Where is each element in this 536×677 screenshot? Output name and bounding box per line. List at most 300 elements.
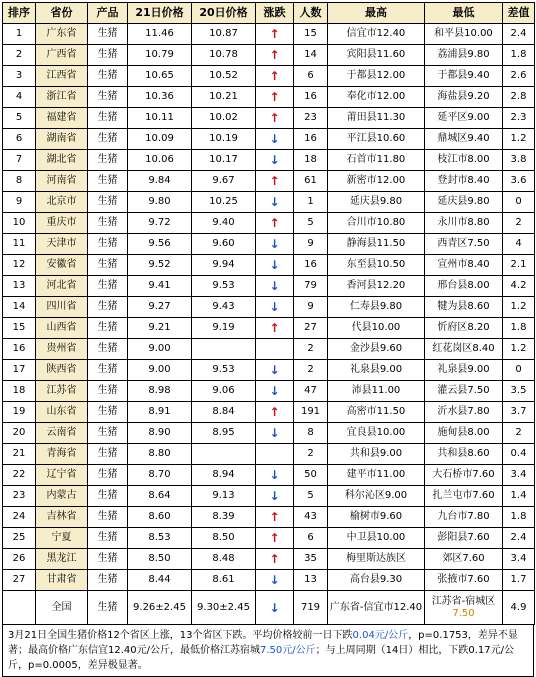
cell-highest: 沛县11.00 [328, 381, 425, 402]
header-product: 产品 [88, 3, 128, 24]
cell-change-arrow: ↓ [256, 276, 294, 297]
cell-price-21: 9.00 [128, 360, 192, 381]
cell-change-arrow: ↑ [256, 549, 294, 570]
cell-price-20: 9.43 [192, 297, 256, 318]
table-row [3, 465, 535, 486]
cell-lowest: 西青区7.50 [425, 234, 503, 255]
cell-rank: 7 [3, 150, 36, 171]
cell-highest: 建平市11.00 [328, 465, 425, 486]
cell-change-arrow: ↓ [256, 486, 294, 507]
cell-province: 湖南省 [36, 129, 88, 150]
cell-price-21: 10.06 [128, 150, 192, 171]
cell-count: 2 [294, 339, 328, 360]
cell-price-21: 9.56 [128, 234, 192, 255]
cell-count: 6 [294, 528, 328, 549]
cell-highest: 仁寿县9.80 [328, 297, 425, 318]
cell-price-20: 9.53 [192, 276, 256, 297]
cell-rank: 27 [3, 570, 36, 591]
cell-province: 陕西省 [36, 360, 88, 381]
cell-price-20: 9.13 [192, 486, 256, 507]
cell-rank: 13 [3, 276, 36, 297]
cell-lowest: 邢台县8.00 [425, 276, 503, 297]
cell-price-20: 9.06 [192, 381, 256, 402]
cell-diff: 1.8 [503, 45, 535, 66]
cell-diff: 1.8 [503, 318, 535, 339]
cell-province: 甘肃省 [36, 570, 88, 591]
cell-price-21: 10.11 [128, 108, 192, 129]
total-rank [3, 591, 36, 625]
cell-highest: 梅里斯达族区 [328, 549, 425, 570]
cell-rank: 3 [3, 66, 36, 87]
total-change-arrow: ↓ [256, 591, 294, 625]
cell-price-20: 10.25 [192, 192, 256, 213]
table-row [3, 318, 535, 339]
cell-lowest: 永川市8.80 [425, 213, 503, 234]
cell-count: 35 [294, 549, 328, 570]
cell-highest: 中卫县10.00 [328, 528, 425, 549]
cell-rank: 19 [3, 402, 36, 423]
cell-change-arrow: ↓ [256, 192, 294, 213]
cell-change-arrow: ↓ [256, 234, 294, 255]
header-price-21: 21日价格 [128, 3, 192, 24]
cell-price-20: 9.40 [192, 213, 256, 234]
cell-count: 9 [294, 297, 328, 318]
table-row [3, 486, 535, 507]
cell-product: 生猪 [88, 87, 128, 108]
table-row [3, 45, 535, 66]
cell-product: 生猪 [88, 465, 128, 486]
cell-price-20: 9.53 [192, 360, 256, 381]
cell-count: 16 [294, 255, 328, 276]
cell-price-20: 8.95 [192, 423, 256, 444]
cell-count: 61 [294, 171, 328, 192]
table-row [3, 360, 535, 381]
cell-count: 23 [294, 108, 328, 129]
cell-change-arrow: ↓ [256, 465, 294, 486]
table-row [3, 423, 535, 444]
cell-highest: 金沙县9.60 [328, 339, 425, 360]
table-row [3, 528, 535, 549]
cell-lowest: 荔浦县9.80 [425, 45, 503, 66]
cell-highest: 平江县10.60 [328, 129, 425, 150]
cell-diff: 2.8 [503, 87, 535, 108]
cell-province: 青海省 [36, 444, 88, 465]
cell-product: 生猪 [88, 255, 128, 276]
table-row [3, 570, 535, 591]
cell-highest: 共和县9.00 [328, 444, 425, 465]
cell-price-21: 8.70 [128, 465, 192, 486]
cell-diff: 2 [503, 213, 535, 234]
cell-price-21: 9.41 [128, 276, 192, 297]
table-row [3, 444, 535, 465]
cell-product: 生猪 [88, 24, 128, 45]
cell-product: 生猪 [88, 549, 128, 570]
cell-price-21: 8.98 [128, 381, 192, 402]
cell-diff: 3.8 [503, 150, 535, 171]
header-count: 人数 [294, 3, 328, 24]
cell-diff: 2.4 [503, 24, 535, 45]
cell-product: 生猪 [88, 297, 128, 318]
cell-diff: 4 [503, 234, 535, 255]
table-row [3, 549, 535, 570]
cell-price-20: 10.19 [192, 129, 256, 150]
total-lowest [425, 591, 503, 625]
cell-lowest: 礼泉县9.00 [425, 360, 503, 381]
cell-change-arrow [256, 444, 294, 465]
cell-rank: 26 [3, 549, 36, 570]
cell-diff: 3.6 [503, 171, 535, 192]
cell-diff: 1.2 [503, 339, 535, 360]
header-province: 省份 [36, 3, 88, 24]
total-province: 全国 [36, 591, 88, 625]
table-row [3, 171, 535, 192]
cell-province: 河北省 [36, 276, 88, 297]
cell-lowest: 沂水县7.80 [425, 402, 503, 423]
table-row [3, 276, 535, 297]
cell-lowest: 共和县8.60 [425, 444, 503, 465]
cell-highest: 静海县11.50 [328, 234, 425, 255]
cell-lowest: 扎兰屯市7.60 [425, 486, 503, 507]
table-row [3, 255, 535, 276]
cell-price-21: 8.53 [128, 528, 192, 549]
cell-rank: 18 [3, 381, 36, 402]
price-table [2, 2, 535, 625]
cell-rank: 10 [3, 213, 36, 234]
table-row [3, 297, 535, 318]
cell-rank: 6 [3, 129, 36, 150]
cell-change-arrow: ↑ [256, 507, 294, 528]
cell-rank: 9 [3, 192, 36, 213]
cell-province: 宁夏 [36, 528, 88, 549]
table-row [3, 381, 535, 402]
cell-price-21: 9.21 [128, 318, 192, 339]
cell-price-21: 9.72 [128, 213, 192, 234]
cell-highest: 代县10.00 [328, 318, 425, 339]
cell-lowest: 延庆县9.80 [425, 192, 503, 213]
cell-highest: 延庆县9.80 [328, 192, 425, 213]
cell-lowest: 于都县9.40 [425, 66, 503, 87]
header-highest: 最高 [328, 3, 425, 24]
cell-price-21: 8.64 [128, 486, 192, 507]
cell-price-20: 8.48 [192, 549, 256, 570]
cell-rank: 17 [3, 360, 36, 381]
cell-price-20: 8.61 [192, 570, 256, 591]
cell-lowest: 延平区9.00 [425, 108, 503, 129]
cell-count: 79 [294, 276, 328, 297]
cell-price-20: 10.87 [192, 24, 256, 45]
cell-highest: 宾阳县11.60 [328, 45, 425, 66]
cell-product: 生猪 [88, 234, 128, 255]
cell-province: 广东省 [36, 24, 88, 45]
cell-change-arrow: ↑ [256, 45, 294, 66]
cell-price-21: 8.91 [128, 402, 192, 423]
cell-diff: 1.2 [503, 297, 535, 318]
cell-change-arrow: ↑ [256, 318, 294, 339]
cell-highest: 科尔沁区9.00 [328, 486, 425, 507]
cell-price-20: 10.21 [192, 87, 256, 108]
summary-note [2, 625, 534, 677]
cell-rank: 12 [3, 255, 36, 276]
cell-count: 1 [294, 192, 328, 213]
total-count: 719 [294, 591, 328, 625]
cell-highest: 莆田县11.30 [328, 108, 425, 129]
cell-product: 生猪 [88, 66, 128, 87]
cell-price-21: 9.27 [128, 297, 192, 318]
note-text-1: 3月21日全国生猪价格12个省区上涨，13个省区下跌。平均价格较前一日下跌 [8, 630, 353, 641]
cell-lowest: 张掖市7.60 [425, 570, 503, 591]
cell-count: 18 [294, 150, 328, 171]
cell-highest: 新密市12.00 [328, 171, 425, 192]
cell-count: 5 [294, 486, 328, 507]
cell-change-arrow: ↑ [256, 24, 294, 45]
cell-product: 生猪 [88, 276, 128, 297]
cell-highest: 奉化市12.00 [328, 87, 425, 108]
cell-highest: 高台县9.30 [328, 570, 425, 591]
cell-province: 云南省 [36, 423, 88, 444]
cell-price-21: 8.90 [128, 423, 192, 444]
cell-count: 43 [294, 507, 328, 528]
cell-diff: 2.4 [503, 528, 535, 549]
header-row [3, 3, 535, 24]
cell-highest: 东至县10.50 [328, 255, 425, 276]
cell-count: 16 [294, 87, 328, 108]
total-diff: 4.9 [503, 591, 535, 625]
cell-lowest: 枝江市8.00 [425, 150, 503, 171]
cell-lowest: 鼎城区9.40 [425, 129, 503, 150]
cell-highest: 高密市11.50 [328, 402, 425, 423]
cell-count: 8 [294, 423, 328, 444]
cell-province: 辽宁省 [36, 465, 88, 486]
cell-change-arrow: ↓ [256, 297, 294, 318]
cell-price-20: 10.17 [192, 150, 256, 171]
cell-province: 山东省 [36, 402, 88, 423]
cell-change-arrow: ↓ [256, 129, 294, 150]
cell-province: 安徽省 [36, 255, 88, 276]
cell-rank: 16 [3, 339, 36, 360]
table-row [3, 87, 535, 108]
cell-product: 生猪 [88, 213, 128, 234]
cell-province: 湖北省 [36, 150, 88, 171]
cell-product: 生猪 [88, 381, 128, 402]
table-row [3, 129, 535, 150]
cell-change-arrow: ↓ [256, 150, 294, 171]
cell-count: 2 [294, 360, 328, 381]
cell-count: 5 [294, 213, 328, 234]
cell-price-20: 9.67 [192, 171, 256, 192]
cell-product: 生猪 [88, 108, 128, 129]
national-total-row [3, 591, 535, 625]
table-row [3, 402, 535, 423]
note-text-3: ；与上周同期（14日）相比，下跌0.17元/公斤，p=0.0005，差异极显著。 [8, 645, 514, 671]
cell-diff: 3.5 [503, 381, 535, 402]
cell-count: 14 [294, 45, 328, 66]
cell-province: 重庆市 [36, 213, 88, 234]
cell-price-20: 9.94 [192, 255, 256, 276]
cell-diff: 1.8 [503, 507, 535, 528]
cell-highest: 合川市10.80 [328, 213, 425, 234]
table-body [3, 24, 535, 591]
cell-price-21: 9.84 [128, 171, 192, 192]
cell-price-21: 10.36 [128, 87, 192, 108]
cell-rank: 20 [3, 423, 36, 444]
cell-product: 生猪 [88, 402, 128, 423]
cell-price-21: 9.80 [128, 192, 192, 213]
cell-count: 13 [294, 570, 328, 591]
cell-price-20: 8.94 [192, 465, 256, 486]
cell-change-arrow: ↓ [256, 570, 294, 591]
cell-change-arrow: ↑ [256, 528, 294, 549]
cell-province: 江西省 [36, 66, 88, 87]
cell-lowest: 海盐县9.20 [425, 87, 503, 108]
cell-lowest: 犍为县8.60 [425, 297, 503, 318]
cell-count: 9 [294, 234, 328, 255]
cell-province: 河南省 [36, 171, 88, 192]
cell-province: 北京市 [36, 192, 88, 213]
cell-price-20: 8.84 [192, 402, 256, 423]
cell-diff: 4.2 [503, 276, 535, 297]
cell-diff: 0 [503, 360, 535, 381]
cell-change-arrow: ↓ [256, 255, 294, 276]
cell-highest: 信宜市12.40 [328, 24, 425, 45]
cell-lowest: 和平县10.00 [425, 24, 503, 45]
cell-lowest: 宣州市8.40 [425, 255, 503, 276]
cell-count: 50 [294, 465, 328, 486]
cell-change-arrow: ↑ [256, 66, 294, 87]
cell-price-21: 8.80 [128, 444, 192, 465]
header-lowest: 最低 [425, 3, 503, 24]
cell-province: 四川省 [36, 297, 88, 318]
cell-highest: 榆树市9.60 [328, 507, 425, 528]
cell-province: 山西省 [36, 318, 88, 339]
cell-price-21: 11.46 [128, 24, 192, 45]
cell-diff: 3.4 [503, 465, 535, 486]
cell-province: 浙江省 [36, 87, 88, 108]
header-rank: 排序 [3, 3, 36, 24]
cell-price-21: 9.00 [128, 339, 192, 360]
cell-count: 15 [294, 24, 328, 45]
cell-price-20: 8.39 [192, 507, 256, 528]
cell-change-arrow: ↑ [256, 402, 294, 423]
cell-price-21: 10.79 [128, 45, 192, 66]
cell-change-arrow [256, 339, 294, 360]
cell-count: 6 [294, 66, 328, 87]
cell-lowest: 登封市8.40 [425, 171, 503, 192]
cell-diff: 3.7 [503, 402, 535, 423]
cell-province: 贵州省 [36, 339, 88, 360]
cell-change-arrow: ↓ [256, 423, 294, 444]
cell-change-arrow: ↑ [256, 87, 294, 108]
table-row [3, 234, 535, 255]
cell-price-21: 10.09 [128, 129, 192, 150]
total-lowest-price: 7.50 [452, 607, 475, 619]
cell-lowest: 忻府区8.20 [425, 318, 503, 339]
cell-product: 生猪 [88, 444, 128, 465]
cell-price-21: 8.44 [128, 570, 192, 591]
cell-lowest: 大石桥市7.60 [425, 465, 503, 486]
cell-rank: 1 [3, 24, 36, 45]
cell-price-21: 8.60 [128, 507, 192, 528]
cell-change-arrow: ↑ [256, 171, 294, 192]
cell-province: 吉林省 [36, 507, 88, 528]
total-price-20: 9.30±2.45 [192, 591, 256, 625]
price-report [2, 2, 534, 677]
header-diff: 差值 [503, 3, 535, 24]
cell-province: 内蒙古 [36, 486, 88, 507]
cell-product: 生猪 [88, 192, 128, 213]
table-row [3, 108, 535, 129]
header-change: 涨跌 [256, 3, 294, 24]
note-value-2: 7.50元/公斤 [260, 645, 316, 656]
cell-product: 生猪 [88, 507, 128, 528]
cell-diff: 2.6 [503, 66, 535, 87]
cell-rank: 25 [3, 528, 36, 549]
cell-product: 生猪 [88, 171, 128, 192]
cell-change-arrow: ↑ [256, 213, 294, 234]
cell-product: 生猪 [88, 360, 128, 381]
cell-province: 黑龙江 [36, 549, 88, 570]
cell-product: 生猪 [88, 318, 128, 339]
cell-highest: 香河县12.20 [328, 276, 425, 297]
cell-diff: 1.2 [503, 129, 535, 150]
total-lowest-place: 江苏省-宿城区 [431, 595, 496, 607]
cell-count: 16 [294, 129, 328, 150]
cell-price-20: 8.50 [192, 528, 256, 549]
cell-count: 191 [294, 402, 328, 423]
cell-rank: 24 [3, 507, 36, 528]
cell-change-arrow: ↑ [256, 108, 294, 129]
table-row [3, 192, 535, 213]
cell-rank: 8 [3, 171, 36, 192]
cell-province: 天津市 [36, 234, 88, 255]
cell-diff: 1.7 [503, 570, 535, 591]
table-row [3, 24, 535, 45]
cell-product: 生猪 [88, 570, 128, 591]
total-product: 生猪 [88, 591, 128, 625]
cell-province: 江苏省 [36, 381, 88, 402]
note-text-2: ，p=0.1753，差异不显著；最高价格广东信宜12.40元/公斤，最低价格江苏宿城 [8, 630, 518, 656]
cell-product: 生猪 [88, 45, 128, 66]
cell-product: 生猪 [88, 528, 128, 549]
cell-product: 生猪 [88, 129, 128, 150]
cell-highest: 礼泉县9.00 [328, 360, 425, 381]
cell-highest: 宜良县10.00 [328, 423, 425, 444]
cell-diff: 2.1 [503, 255, 535, 276]
cell-diff: 0.4 [503, 444, 535, 465]
cell-product: 生猪 [88, 423, 128, 444]
cell-highest: 石首市11.80 [328, 150, 425, 171]
cell-rank: 21 [3, 444, 36, 465]
cell-price-21: 10.65 [128, 66, 192, 87]
cell-count: 2 [294, 444, 328, 465]
cell-rank: 22 [3, 465, 36, 486]
cell-diff: 2 [503, 423, 535, 444]
cell-diff: 2.3 [503, 108, 535, 129]
table-row [3, 507, 535, 528]
cell-product: 生猪 [88, 486, 128, 507]
cell-lowest: 九台市7.80 [425, 507, 503, 528]
cell-price-21: 9.52 [128, 255, 192, 276]
cell-product: 生猪 [88, 339, 128, 360]
cell-price-20: 9.60 [192, 234, 256, 255]
cell-rank: 15 [3, 318, 36, 339]
cell-diff: 1.4 [503, 486, 535, 507]
cell-lowest: 红花岗区8.40 [425, 339, 503, 360]
cell-price-20 [192, 339, 256, 360]
cell-province: 福建省 [36, 108, 88, 129]
table-row [3, 66, 535, 87]
cell-product: 生猪 [88, 150, 128, 171]
cell-rank: 14 [3, 297, 36, 318]
